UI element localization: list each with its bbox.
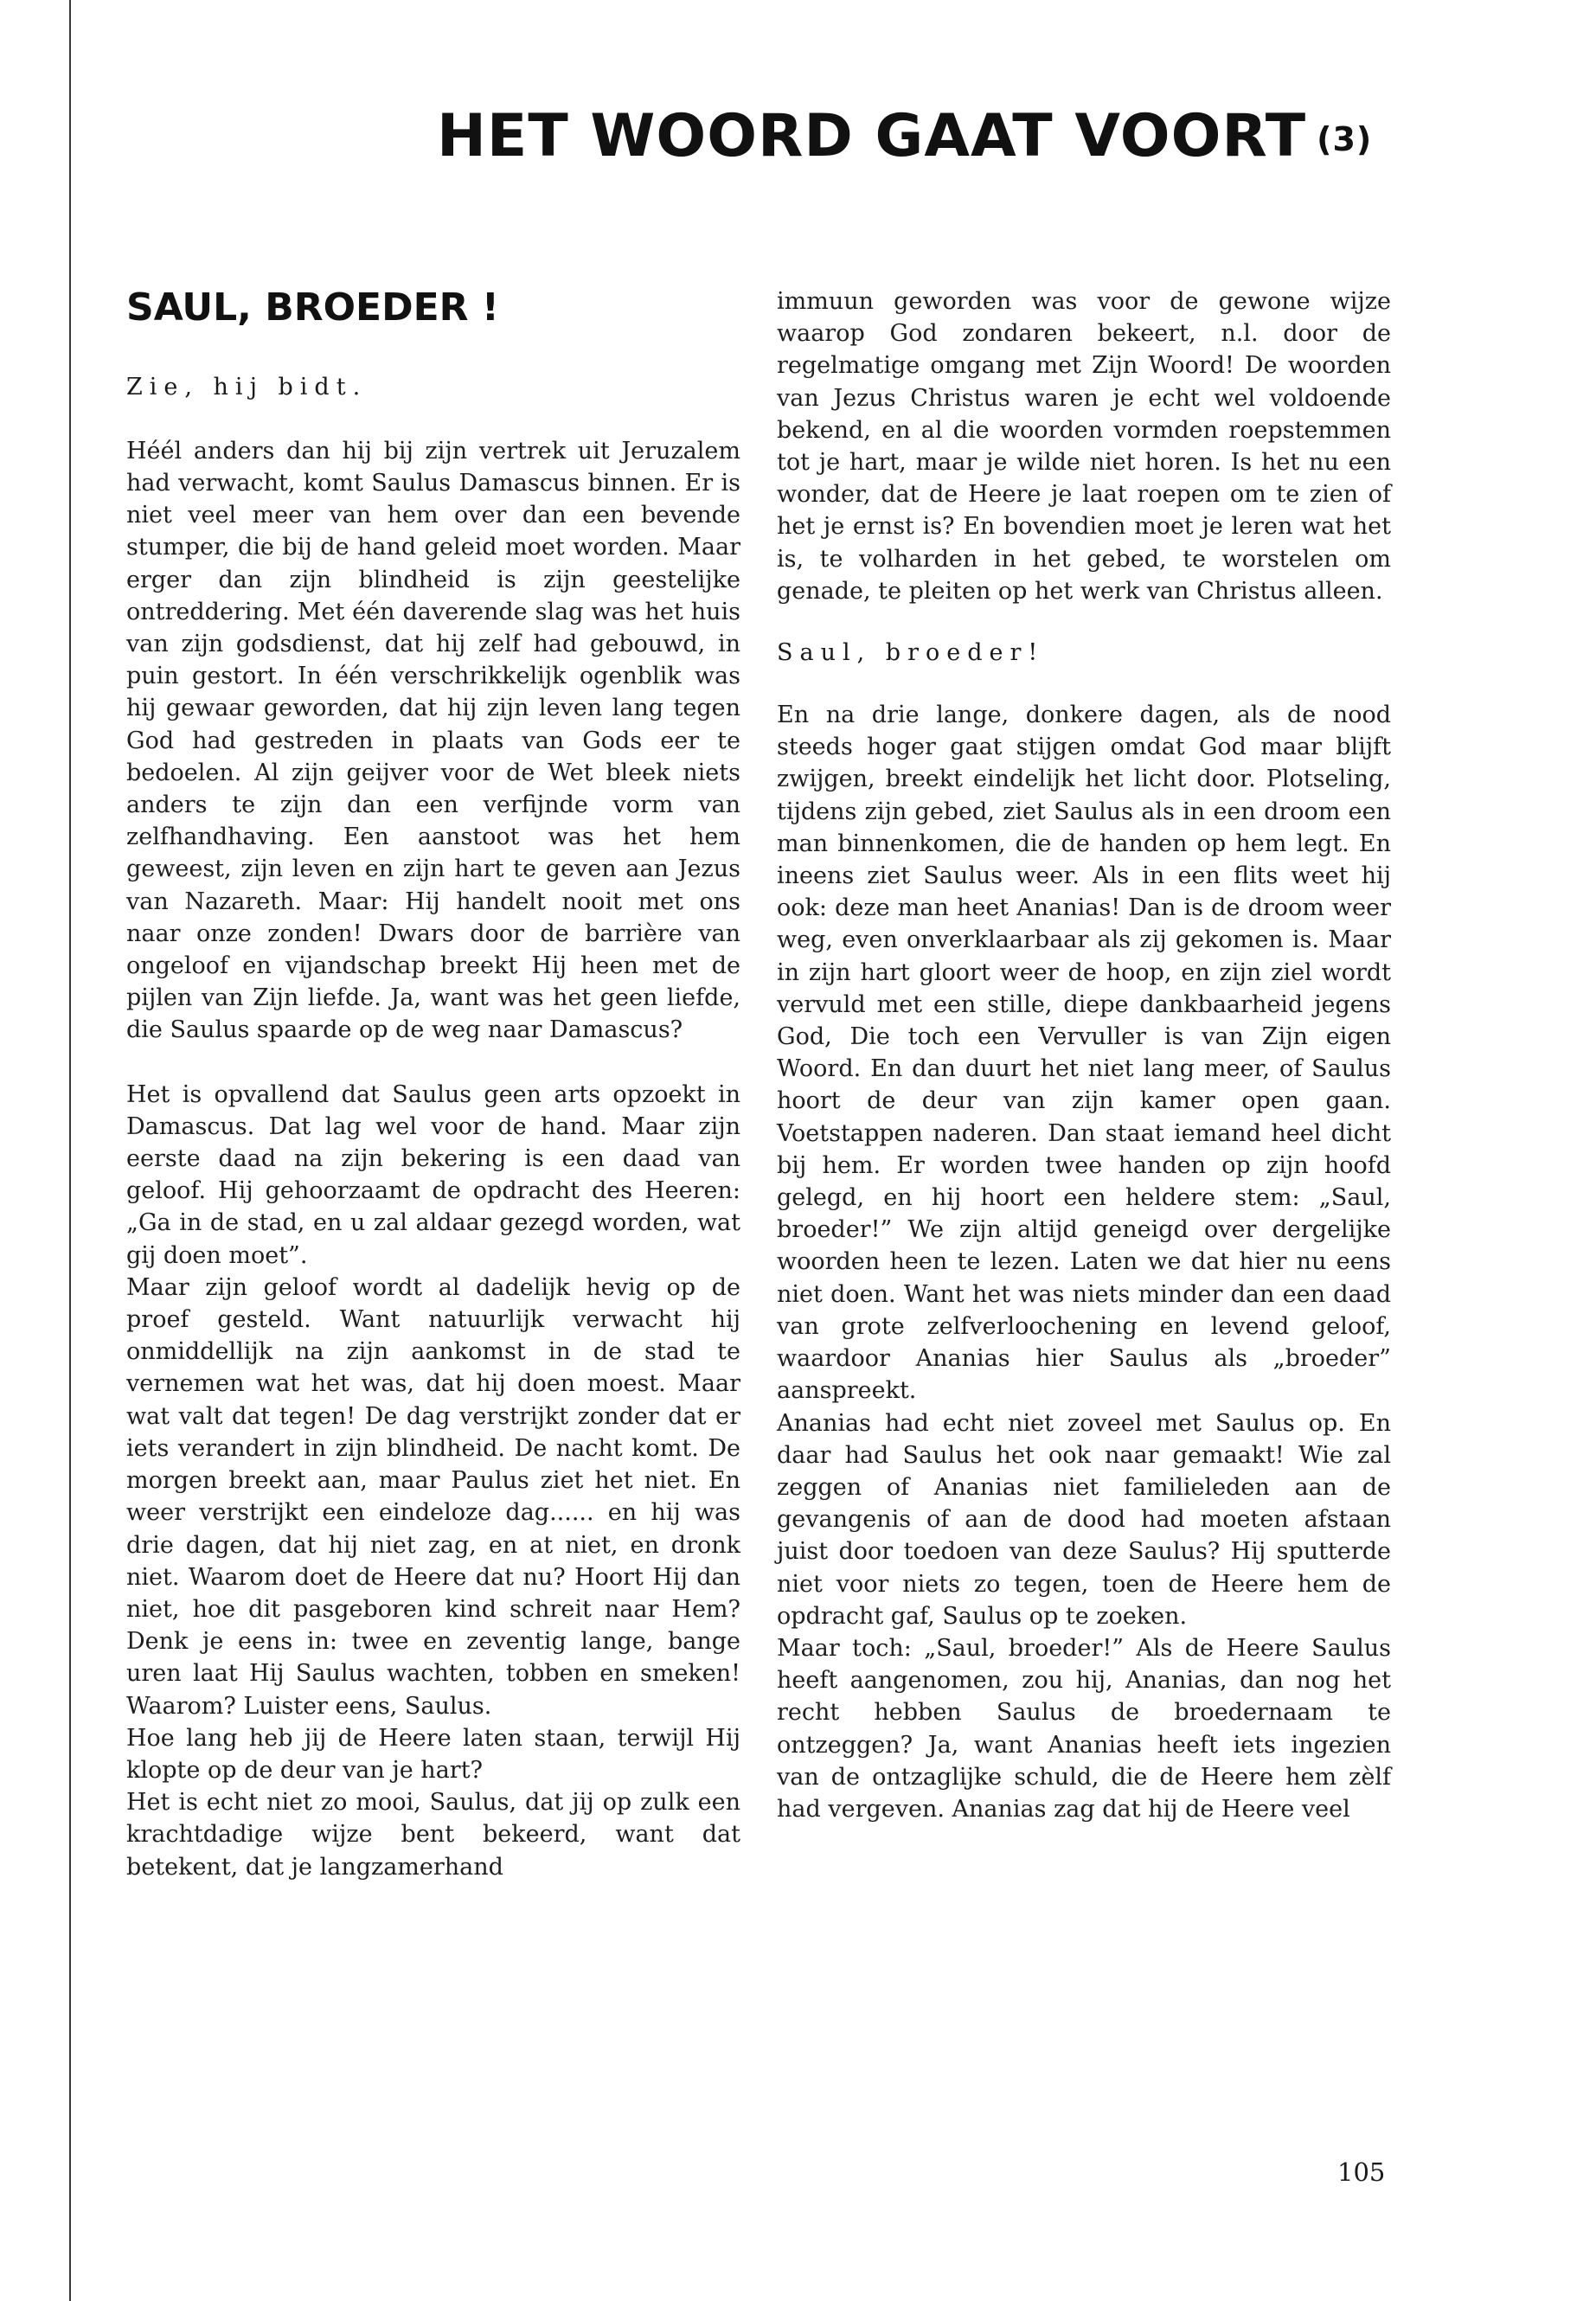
paragraph-4: Hoe lang heb jij de Heere laten staan, terwijl Hij klopte op de deur van je hart?	[126, 1724, 740, 1784]
section-heading: SAUL, BROEDER !	[126, 285, 499, 330]
title-number: (3)	[1317, 120, 1373, 159]
paragraph-3: Maar zijn geloof wordt al dadelijk hevig op de proef gesteld. Want natuurlijk verwacht hij onmiddellijk na zijn aankomst in de stad te vernemen wat het was, dat hij doen moest. Maar wat valt dat tegen! De dag verstrijkt zonder dat er iets verandert in zijn blindheid. De nacht komt. De morgen breekt aan, maar Paulus ziet het niet. En weer verstrijkt een eindeloze dag...... en hij was drie dagen, dat hij niet zag, en at niet, en dronk niet. Waarom doet de Heere dat nu? Hoort Hij dan niet, hoe dit pasgeboren kind schreit naar Hem? Denk je eens in: twee en zeventig lange, bange uren laat Hij Saulus wachten, tobben en smeken! Waarom? Luister eens, Saulus.	[126, 1273, 740, 1720]
paragraph-7: Ananias had echt niet zoveel met Saulus op. En daar had Saulus het ook naar gemaakt! Wie zal zeggen of Ananias niet familieleden aan de gevangenis of aan de dood had moeten afstaan juist door toedoen van deze Saulus? Hij sputterde niet voor niets zo tegen, toen de Heere hem de opdracht gaf, Saulus op te zoeken.	[777, 1409, 1391, 1630]
paragraph-5: Het is echt niet zo mooi, Saulus, dat jij op zulk een krachtdadige wijze bent bekeerd, want dat betekent, dat je langzamerhand	[126, 1789, 740, 1881]
left-column	[126, 285, 740, 1883]
page-title	[437, 102, 1372, 170]
paragraph-8: Maar toch: „Saul, broeder!” Als de Heere Saulus heeft aangenomen, zou hij, Ananias, dan nog het recht hebben Saulus de broedernaam te ontzeggen? Ja, want Ananias heeft iets ingezien van de ontzaglijke schuld, die de Heere hem zèlf had vergeven. Ananias zag dat hij de Heere veel	[777, 1634, 1391, 1823]
paragraph-5-continued: immuun geworden was voor de gewone wijze waarop God zondaren bekeert, n.l. door de regelmatige omgang met Zijn Woord! De woorden van Jezus Christus waren je echt wel voldoende bekend, en al die woorden vormden roepstemmen tot je hart, maar je wilde niet horen. Is het nu een wonder, dat de Heere je laat roepen om te zien of het je ernst is? En bovendien moet je leren wat het is, te volharden in het gebed, te worstelen om genade, te pleiten op het werk van Christus alleen.	[777, 288, 1391, 605]
paragraph-2: Het is opvallend dat Saulus geen arts opzoekt in Damascus. Dat lag wel voor de hand. Maar zijn eerste daad na zijn bekering is een daad van geloof. Hij gehoorzaamt de opdracht des Heeren: „Ga in de stad, en u zal aldaar gezegd worden, wat gij doen moet”.	[126, 1080, 740, 1269]
margin-rule	[69, 0, 71, 2301]
paragraph-1: Héél anders dan hij bij zijn vertrek uit Jeruzalem had verwacht, komt Saulus Damascus binnen. Er is niet veel meer van hem over dan een bevende stumper, die bij de hand geleid moet worden. Maar erger dan zijn blindheid is zijn geestelijke ontreddering. Met één daverende slag was het huis van zijn godsdienst, dat hij zelf had gebouwd, in puin gestort. In één verschrikkelijk ogenblik was hij gewaar geworden, dat hij zijn leven lang tegen God had gestreden in plaats van Gods eer te bedoelen. Al zijn geijver voor de Wet bleek niets anders te zijn dan een verfijnde vorm van zelfhandhaving. Een aanstoot was het hem geweest, zijn leven en zijn hart te geven aan Jezus van Nazareth. Maar: Hij handelt nooit met ons naar onze zonden! Dwars door de barrière van ongeloof en vijandschap breekt Hij heen met de pijlen van Zijn liefde. Ja, want was het geen liefde, die Saulus spaarde op de weg naar Damascus?	[126, 437, 740, 1044]
subheading: Saul, broeder!	[777, 639, 1045, 667]
title-text: HET WOORD GAAT VOORT	[437, 102, 1307, 170]
page-number: 105	[1337, 2157, 1386, 2187]
right-column	[777, 285, 1391, 1825]
paragraph-6: En na drie lange, donkere dagen, als de nood steeds hoger gaat stijgen omdat God maar blijft zwijgen, breekt eindelijk het licht door. Plotseling, tijdens zijn gebed, ziet Saulus als in een droom een man binnenkomen, die de handen op hem legt. En ineens ziet Saulus weer. Als in een flits weet hij ook: deze man heet Ananias! Dan is de droom weer weg, even onverklaarbaar als zij gekomen is. Maar in zijn hart gloort weer de hoop, en zijn ziel wordt vervuld met een stille, diepe dankbaarheid jegens God, Die toch een Vervuller is van Zijn eigen Woord. En dan duurt het niet lang meer, of Saulus hoort de deur van zijn kamer open gaan. Voetstappen naderen. Dan staat iemand heel dicht bij hem. Er worden twee handen op zijn hoofd gelegd, en hij hoort een heldere stem: „Saul, broeder!” We zijn altijd geneigd over dergelijke woorden heen te lezen. Laten we dat hier nu eens niet doen. Want het was niets minder dan een daad van grote zelfverloochening en levend geloof, waardoor Ananias hier Saulus als „broeder” aanspreekt.	[777, 702, 1391, 1405]
intro-line: Zie, hij bidt.	[126, 373, 368, 401]
